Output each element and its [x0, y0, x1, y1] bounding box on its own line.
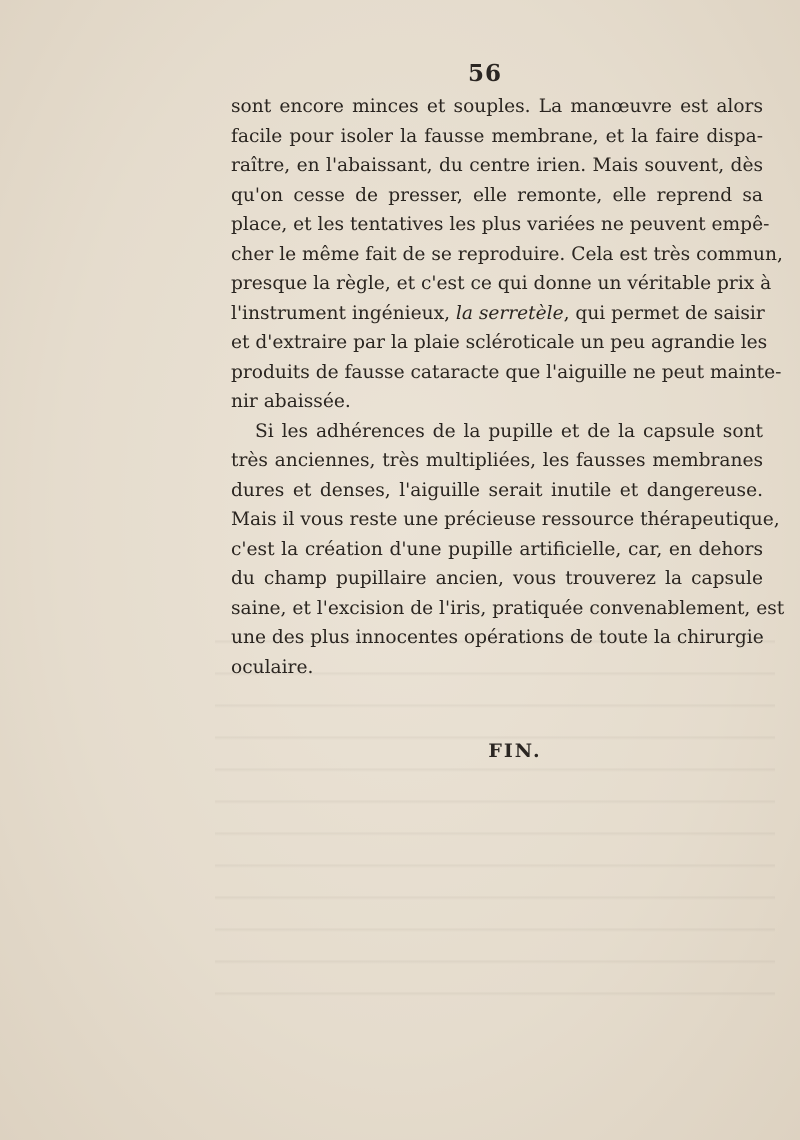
text-line: dures et denses, l'aiguille serait inutile et dangereuse. — [231, 479, 763, 501]
text-line — [231, 299, 763, 329]
text-segment: , qui permet de saisir — [563, 302, 765, 324]
text-segment: l'instrument ingénieux, — [231, 302, 450, 324]
text-line: raître, en l'abaissant, du centre irien. Mais souvent, dès — [231, 155, 763, 176]
text-line: nir abaissée. — [231, 391, 351, 412]
page-number: 56 — [467, 60, 502, 87]
text-line: saine, et l'excision de l'iris, pratiquée convenablement, est — [231, 597, 785, 619]
text-line: produits de fausse cataracte que l'aiguille ne peut mainte- — [231, 361, 782, 383]
text-line: sont encore minces et souples. La manœuvre est alors — [231, 96, 763, 117]
text-line: Mais il vous reste une précieuse ressource thérapeutique, — [231, 509, 780, 530]
text-line: cher le même fait de se reproduire. Cela est très commun, — [231, 243, 783, 265]
text-line: facile pour isoler la fausse membrane, et la faire dispa- — [231, 125, 763, 147]
end-mark: FIN. — [488, 740, 542, 762]
text-line: presque la règle, et c'est ce qui donne un véritable prix à — [231, 273, 772, 294]
text-line: très anciennes, très multipliées, les fausses membranes — [231, 450, 763, 471]
text-line: une des plus innocentes opérations de toute la chirurgie — [231, 627, 764, 648]
text-line: et d'extraire par la plaie scléroticale un peu agrandie les — [231, 332, 768, 353]
body-text — [231, 92, 785, 682]
paragraph-1 — [231, 92, 783, 417]
italic-term: la serretèle — [455, 302, 564, 324]
paragraph-2 — [231, 417, 785, 683]
text-line: c'est la création d'une pupille artificielle, car, en dehors — [231, 538, 763, 560]
text-line: du champ pupillaire ancien, vous trouverez la capsule — [231, 568, 763, 589]
text-line: qu'on cesse de presser, elle remonte, elle reprend sa — [231, 184, 763, 206]
text-line: place, et les tentatives les plus variées ne peuvent empê- — [231, 214, 770, 235]
text-line: Si les adhérences de la pupille et de la capsule sont — [255, 420, 763, 442]
text-line: oculaire. — [231, 656, 314, 678]
